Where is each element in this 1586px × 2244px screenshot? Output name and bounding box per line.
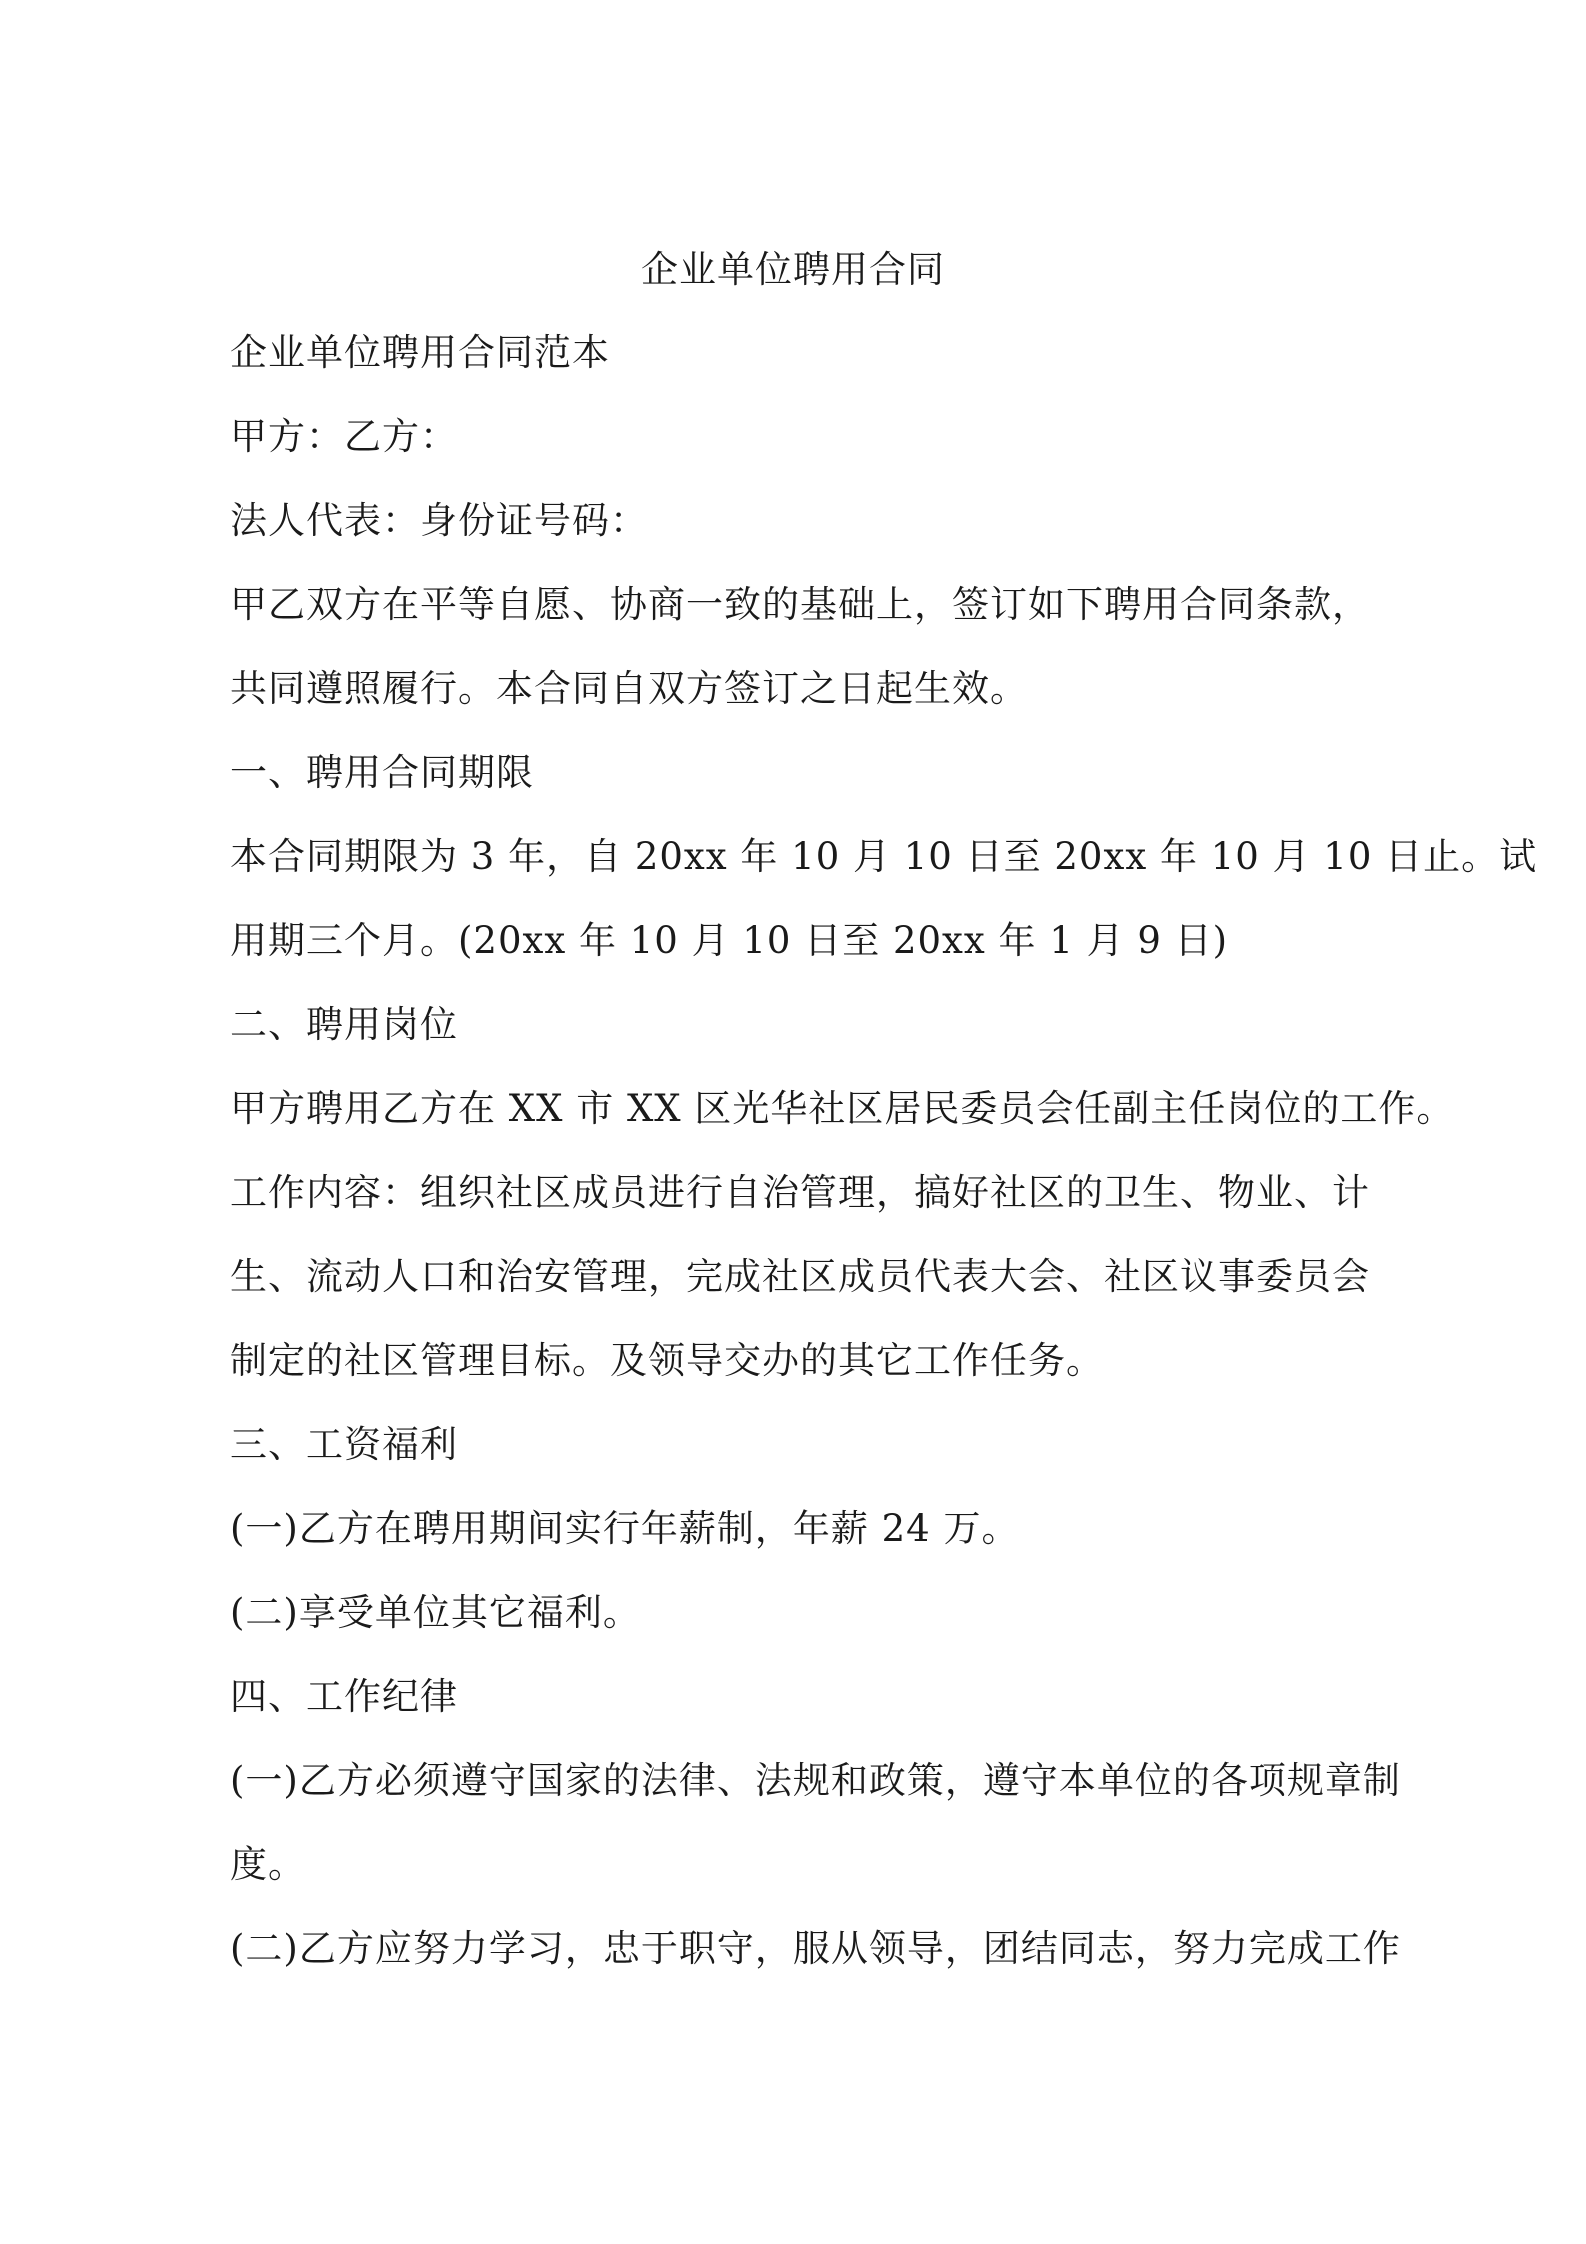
term-line-1: 本合同期限为 3 年，自 20xx 年 10 月 10 日至 20xx 年 10 月 10 日止。试	[230, 835, 1538, 878]
section-heading-term: 一、聘用合同期限	[230, 751, 534, 794]
position-line: 甲方聘用乙方在 XX 市 XX 区光华社区居民委员会任副主任岗位的工作。	[230, 1087, 1455, 1130]
discipline-item-2-line-1: (二)乙方应努力学习，忠于职守，服从领导，团结同志，努力完成工作	[230, 1927, 1401, 1970]
party-line: 甲方：乙方：	[230, 415, 458, 458]
document-subtitle: 企业单位聘用合同范本	[230, 331, 610, 374]
duties-line-3: 制定的社区管理目标。及领导交办的其它工作任务。	[230, 1339, 1104, 1382]
preamble-line-2: 共同遵照履行。本合同自双方签订之日起生效。	[230, 667, 1028, 710]
discipline-item-1-line-2: 度。	[230, 1843, 306, 1886]
duties-line-1: 工作内容：组织社区成员进行自治管理，搞好社区的卫生、物业、计	[230, 1171, 1370, 1214]
section-heading-salary: 三、工资福利	[230, 1423, 458, 1466]
discipline-item-1-line-1: (一)乙方必须遵守国家的法律、法规和政策，遵守本单位的各项规章制	[230, 1759, 1401, 1802]
term-line-2: 用期三个月。(20xx 年 10 月 10 日至 20xx 年 1 月 9 日)	[230, 919, 1229, 962]
salary-item-2: (二)享受单位其它福利。	[230, 1591, 641, 1634]
representative-line: 法人代表：身份证号码：	[230, 499, 648, 542]
duties-line-2: 生、流动人口和治安管理，完成社区成员代表大会、社区议事委员会	[230, 1255, 1370, 1298]
document-title: 企业单位聘用合同	[641, 248, 945, 291]
preamble-line-1: 甲乙双方在平等自愿、协商一致的基础上，签订如下聘用合同条款，	[230, 583, 1370, 626]
section-heading-position: 二、聘用岗位	[230, 1003, 458, 1046]
section-heading-discipline: 四、工作纪律	[230, 1675, 458, 1718]
salary-item-1: (一)乙方在聘用期间实行年薪制，年薪 24 万。	[230, 1507, 1020, 1550]
